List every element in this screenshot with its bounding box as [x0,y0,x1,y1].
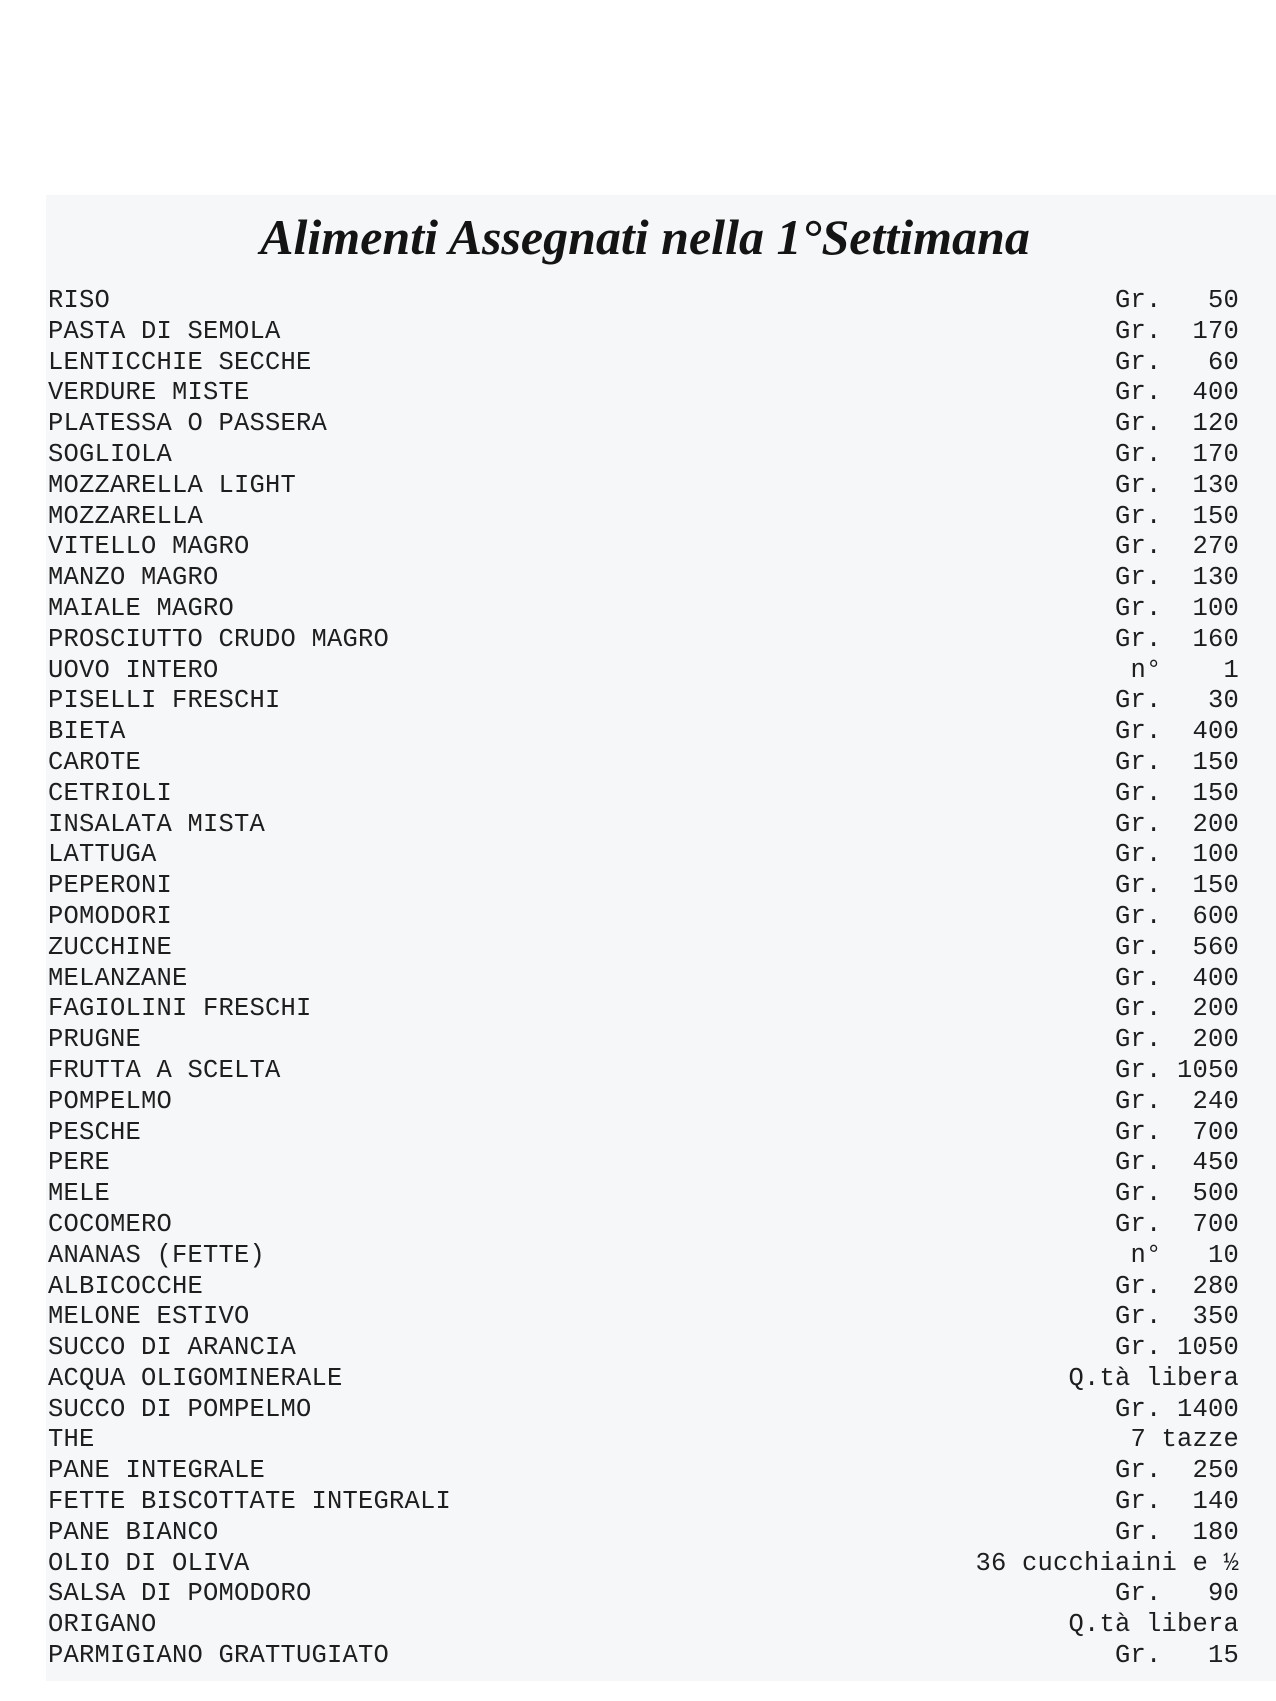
food-name: PESCHE [48,1117,142,1147]
food-quantity: Gr. 170 [1114,439,1239,469]
food-quantity: Q.tà libera [1068,1363,1239,1393]
food-name: INSALATA MISTA [48,809,266,839]
food-name: SUCCO DI POMPELMO [48,1394,312,1424]
food-quantity: Gr. 150 [1114,747,1239,777]
food-quantity: Gr. 400 [1114,963,1239,993]
list-item [0,1549,1276,1580]
food-name: ACQUA OLIGOMINERALE [48,1363,343,1393]
food-name: PARMIGIANO GRATTUGIATO [48,1641,390,1671]
list-item [0,1610,1276,1641]
food-list [0,286,1276,1672]
food-name: FAGIOLINI FRESCHI [48,994,312,1024]
list-item [0,1025,1276,1056]
list-item [0,1302,1276,1333]
food-name: VERDURE MISTE [48,378,250,408]
list-item [0,378,1276,409]
food-quantity: Gr. 350 [1114,1302,1239,1332]
list-item [0,1179,1276,1210]
food-name: ZUCCHINE [48,932,173,962]
food-name: VITELLO MAGRO [48,532,250,562]
food-quantity: Gr. 160 [1114,624,1239,654]
list-item [0,1210,1276,1241]
food-name: MAIALE MAGRO [48,593,235,623]
food-quantity: 7 tazze [1130,1425,1239,1455]
list-item [0,871,1276,902]
food-quantity: n° 1 [1130,655,1239,685]
food-quantity: Q.tà libera [1068,1610,1239,1640]
food-quantity: Gr. 240 [1114,1086,1239,1116]
food-name: LENTICCHIE SECCHE [48,347,312,377]
food-name: MELANZANE [48,963,188,993]
food-quantity: Gr. 130 [1114,470,1239,500]
food-name: PISELLI FRESCHI [48,686,281,716]
food-name: PRUGNE [48,1025,142,1055]
food-quantity: Gr. 120 [1114,409,1239,439]
food-quantity: Gr. 90 [1114,1579,1239,1609]
food-name: POMPELMO [48,1086,173,1116]
food-quantity: Gr. 400 [1114,717,1239,747]
food-quantity: Gr. 280 [1114,1271,1239,1301]
food-quantity: Gr. 130 [1114,563,1239,593]
food-name: PASTA DI SEMOLA [48,316,281,346]
food-quantity: Gr. 170 [1114,316,1239,346]
food-quantity: Gr. 200 [1114,1025,1239,1055]
food-quantity: Gr. 30 [1114,686,1239,716]
list-item [0,532,1276,563]
food-name: UOVO INTERO [48,655,219,685]
food-name: CAROTE [48,747,142,777]
page-title: Alimenti Assegnati nella 1°Settimana [260,209,1030,265]
food-name: PROSCIUTTO CRUDO MAGRO [48,624,390,654]
list-item [0,1425,1276,1456]
food-quantity: Gr. 200 [1114,809,1239,839]
food-quantity: Gr. 100 [1114,840,1239,870]
food-quantity: Gr. 1400 [1114,1394,1239,1424]
list-item [0,471,1276,502]
list-item [0,656,1276,687]
list-item [0,686,1276,717]
food-name: ORIGANO [48,1610,157,1640]
food-quantity: Gr. 600 [1114,901,1239,931]
food-name: PLATESSA O PASSERA [48,409,328,439]
food-quantity: Gr. 270 [1114,532,1239,562]
food-quantity: Gr. 15 [1114,1641,1239,1671]
food-name: MOZZARELLA LIGHT [48,470,297,500]
food-name: LATTUGA [48,840,157,870]
food-name: SOGLIOLA [48,439,173,469]
food-name: PANE BIANCO [48,1517,219,1547]
food-quantity: Gr. 150 [1114,871,1239,901]
food-quantity: Gr. 50 [1114,286,1239,315]
food-name: PERE [48,1148,111,1178]
list-item [0,502,1276,533]
food-name: ANANAS (FETTE) [48,1240,266,1270]
food-quantity: Gr. 1050 [1114,1333,1239,1363]
list-item [0,1518,1276,1549]
food-quantity: Gr. 700 [1114,1209,1239,1239]
food-quantity: Gr. 150 [1114,778,1239,808]
list-item [0,409,1276,440]
food-quantity: Gr. 700 [1114,1117,1239,1147]
list-item [0,779,1276,810]
food-quantity: Gr. 250 [1114,1456,1239,1486]
list-item [0,1056,1276,1087]
food-quantity: n° 10 [1130,1240,1239,1270]
list-item [0,748,1276,779]
list-item [0,1395,1276,1426]
food-name: POMODORI [48,901,173,931]
food-quantity: Gr. 100 [1114,593,1239,623]
food-quantity: 36 cucchiaini e ½ [975,1548,1239,1578]
food-quantity: Gr. 200 [1114,994,1239,1024]
list-item [0,1456,1276,1487]
food-name: ALBICOCCHE [48,1271,204,1301]
food-name: SUCCO DI ARANCIA [48,1333,297,1363]
food-quantity: Gr. 140 [1114,1487,1239,1517]
food-quantity: Gr. 400 [1114,378,1239,408]
list-item [0,1487,1276,1518]
food-name: MELE [48,1179,111,1209]
food-name: THE [48,1425,95,1455]
list-item [0,810,1276,841]
food-quantity: Gr. 150 [1114,501,1239,531]
list-item [0,994,1276,1025]
food-quantity: Gr. 450 [1114,1148,1239,1178]
food-name: FETTE BISCOTTATE INTEGRALI [48,1487,452,1517]
food-name: MELONE ESTIVO [48,1302,250,1332]
list-item [0,1087,1276,1118]
food-quantity: Gr. 180 [1114,1517,1239,1547]
list-item [0,286,1276,317]
list-item [0,563,1276,594]
food-name: FRUTTA A SCELTA [48,1055,281,1085]
list-item [0,1333,1276,1364]
food-name: MOZZARELLA [48,501,204,531]
list-item [0,840,1276,871]
list-item [0,1641,1276,1672]
list-item [0,1579,1276,1610]
food-name: SALSA DI POMODORO [48,1579,312,1609]
list-item [0,717,1276,748]
list-item [0,1364,1276,1395]
list-item [0,933,1276,964]
list-item [0,625,1276,656]
food-name: COCOMERO [48,1209,173,1239]
list-item [0,348,1276,379]
food-name: RISO [48,286,111,315]
food-quantity: Gr. 500 [1114,1179,1239,1209]
list-item [0,1241,1276,1272]
food-name: OLIO DI OLIVA [48,1548,250,1578]
food-name: PEPERONI [48,871,173,901]
list-item [0,440,1276,471]
food-quantity: Gr. 1050 [1114,1055,1239,1085]
food-quantity: Gr. 560 [1114,932,1239,962]
list-item [0,902,1276,933]
list-item [0,1118,1276,1149]
food-quantity: Gr. 60 [1114,347,1239,377]
list-item [0,594,1276,625]
list-item [0,1148,1276,1179]
list-item [0,317,1276,348]
food-name: PANE INTEGRALE [48,1456,266,1486]
food-name: MANZO MAGRO [48,563,219,593]
food-name: BIETA [48,717,126,747]
list-item [0,964,1276,995]
food-name: CETRIOLI [48,778,173,808]
list-item [0,1272,1276,1303]
